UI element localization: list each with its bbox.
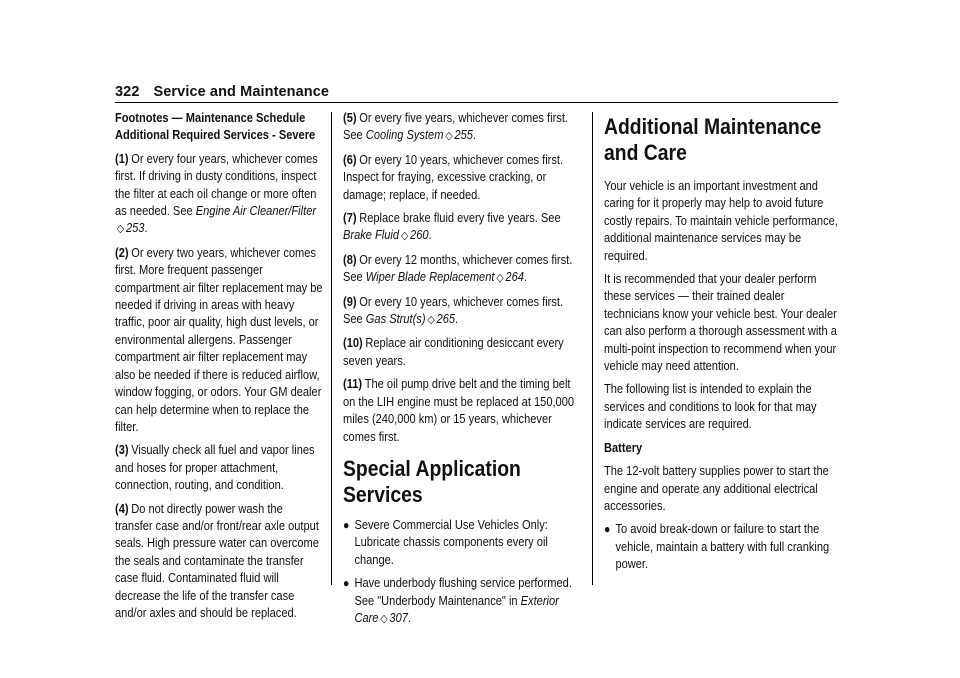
column-additional-maintenance: [604, 110, 841, 580]
list-item: ● Have underbody flushing service performed. See "Underbody Maintenance" in Exterior Care ◇ 307.: [343, 575, 583, 628]
page-reference-icon: ◇: [496, 272, 504, 285]
footnote-5: (5) Or every five years, whichever comes first. See Cooling System ◇ 255.: [343, 110, 583, 146]
page-reference-icon: ◇: [427, 314, 435, 327]
battery-subheading: Battery: [604, 440, 643, 455]
section-title: Service and Maintenance: [153, 84, 330, 100]
footnote-1: (1) Or every four years, whichever comes first. If driving in dusty conditions, inspect the filter at each oil change or more often as needed. See Engine Air Cleaner/Filter ◇ 253.: [115, 151, 323, 239]
footnote-8: (8) Or every 12 months, whichever comes first. See Wiper Blade Replacement ◇ 264.: [343, 252, 583, 288]
special-application-heading: Special Application Services: [343, 455, 521, 507]
additional-maintenance-heading: Additional Maintenance and Care: [604, 114, 822, 165]
page-reference-icon: ◇: [380, 612, 388, 625]
link-wiper-blade-replacement[interactable]: Wiper Blade Replacement: [365, 270, 495, 285]
page-ref-307[interactable]: 307: [389, 610, 408, 625]
link-cooling-system[interactable]: Cooling System: [365, 128, 444, 143]
link-gas-struts[interactable]: Gas Strut(s): [365, 312, 426, 327]
column-divider-1: [331, 112, 332, 585]
footnote-3: (3) Visually check all fuel and vapor lines and hoses for proper attachment, connection, routing, and condition.: [115, 443, 315, 493]
footnote-6: (6) Or every 10 years, whichever comes first. Inspect for fraying, excessive cracking, or damage; replace, if needed.: [343, 152, 564, 202]
bullet-dot-icon: ●: [343, 517, 350, 532]
page-ref-253[interactable]: 253: [125, 221, 145, 236]
footnotes-heading: Footnotes — Maintenance Schedule Additional Required Services - Severe: [115, 111, 316, 143]
bullet-dot-icon: ●: [343, 576, 350, 591]
footnote-4: (4) Do not directly power wash the transfer case and/or front/rear axle output seals. High pressure water can overcome the seals and contaminate the transfer case fluid. Contaminated fluid will decrease the life of the transfer case and/or axles and should be replaced.: [115, 501, 319, 620]
page-reference-icon: ◇: [445, 130, 453, 143]
paragraph: The 12-volt battery supplies power to start the engine and operate any additional electrical accessories.: [604, 464, 829, 513]
paragraph: Your vehicle is an important investment and caring for it properly may help to avoid future costly repairs. To maintain vehicle performance, additional maintenance services may be required.: [604, 179, 838, 263]
page-reference-icon: ◇: [400, 230, 409, 243]
footnote-9: (9) Or every 10 years, whichever comes first. See Gas Strut(s) ◇ 265.: [343, 294, 583, 330]
page-header: [115, 84, 329, 100]
page-ref-265[interactable]: 265: [436, 312, 456, 327]
link-brake-fluid[interactable]: Brake Fluid: [343, 228, 400, 243]
paragraph: The following list is intended to explain the services and conditions to look for that may indicate services are required.: [604, 382, 817, 432]
link-engine-air-cleaner[interactable]: Engine Air Cleaner/Filter: [195, 204, 317, 219]
list-item: ● Severe Commercial Use Vehicles Only: Lubricate chassis components every oil change.: [343, 517, 548, 567]
column-divider-2: [592, 112, 593, 585]
column-footnotes-continued: [343, 110, 583, 634]
column-footnotes: [115, 110, 323, 628]
page-ref-260[interactable]: 260: [410, 228, 429, 243]
page-number: 322: [115, 84, 140, 100]
footnote-11: (11) The oil pump drive belt and the timing belt on the LIH engine must be replaced at 150,000 miles (240,000 km) or 15 years, whichever comes first.: [343, 377, 575, 444]
footnote-10: (10) Replace air conditioning desiccant every seven years.: [343, 336, 564, 368]
bullet-dot-icon: ●: [604, 522, 611, 537]
footnote-7: (7) Replace brake fluid every five years. See Brake Fluid ◇ 260.: [343, 210, 583, 246]
list-item: ● To avoid break-down or failure to start the vehicle, maintain a battery with full cranking power.: [604, 522, 830, 572]
page-reference-icon: ◇: [116, 223, 125, 236]
link-exterior-care[interactable]: Exterior Care: [354, 593, 559, 625]
paragraph: It is recommended that your dealer perform these services — their trained dealer technicians know your vehicle best. Your dealer can also perform a thorough assessment with a multi-point inspection to recommend when your vehicle may need attention.: [604, 272, 837, 374]
page-ref-264[interactable]: 264: [505, 270, 524, 285]
page-ref-255[interactable]: 255: [454, 128, 473, 143]
footnote-2: (2) Or every two years, whichever comes first. More frequent passenger compartment air filter replacement may be needed if driving in areas with heavy traffic, poor air quality, high dust levels, or environmental allergens. Passenger compartment air filter replacement may also be needed if there is reduced airflow, window fogging, or odors. Your GM dealer can help determine when to replace the filter.: [115, 245, 323, 434]
header-divider: [115, 102, 838, 103]
